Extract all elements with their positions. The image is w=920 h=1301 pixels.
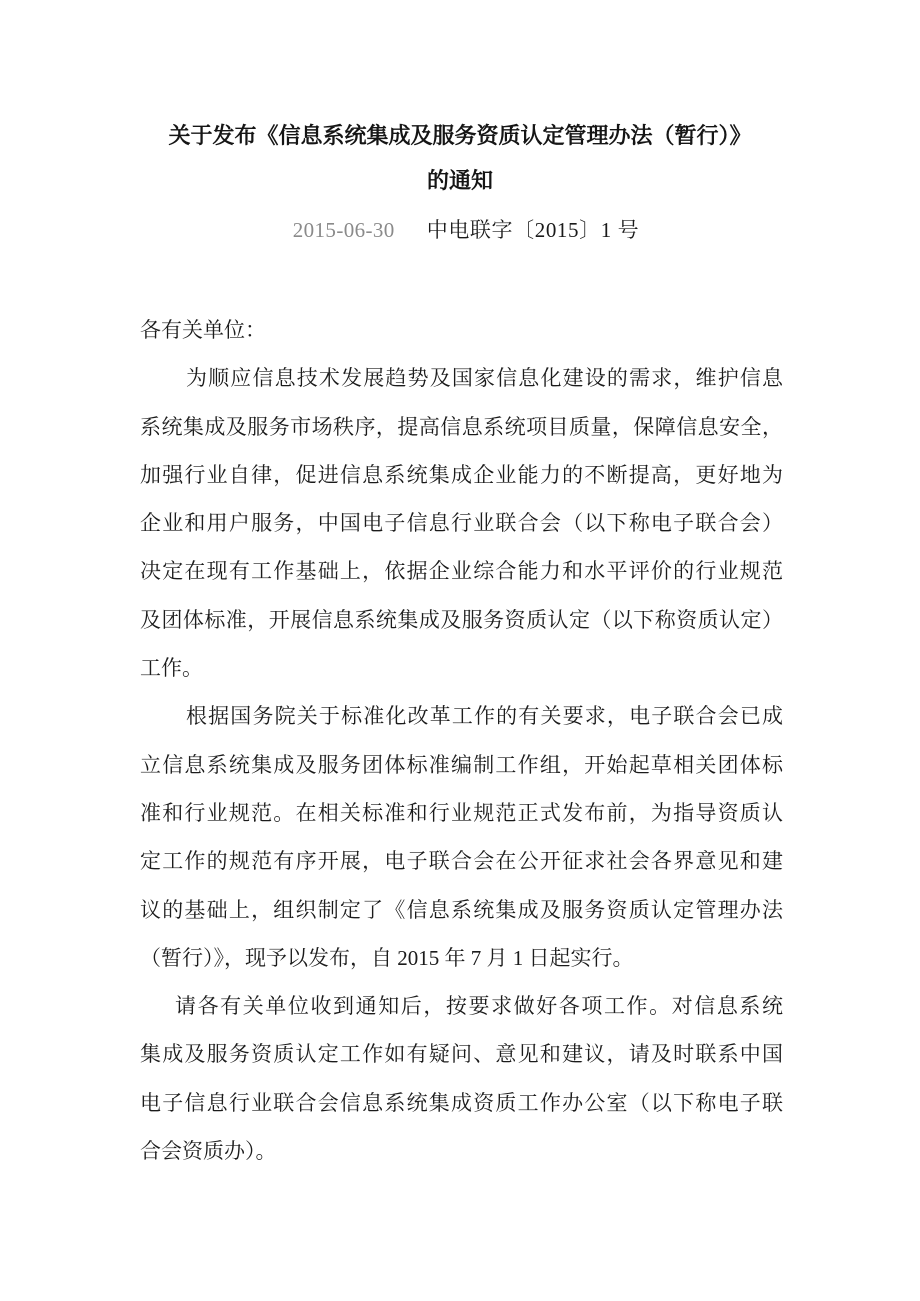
- body-text-line: （暂行）》，现予以发布，自 2015 年 7 月 1 日起实行。: [140, 945, 634, 970]
- body-text-line: 根据国务院关于标准化改革工作的有关要求，电子联合会已成: [186, 704, 783, 729]
- body-text-line: 为顺应信息技术发展趋势及国家信息化建设的需求，维护信息: [186, 366, 783, 391]
- body-text-line: 工作。: [140, 656, 203, 681]
- body-text-line: 请各有关单位收到通知后，按要求做好各项工作。对信息系统: [175, 994, 783, 1019]
- body-text-line: 各有关单位：: [140, 318, 266, 342]
- body-text-line: 电子信息行业联合会信息系统集成资质工作办公室（以下称电子联: [140, 1090, 783, 1115]
- body-text-line: 加强行业自律，促进信息系统集成企业能力的不断提高，更好地为: [140, 462, 783, 487]
- body-text-line: 立信息系统集成及服务团体标准编制工作组，开始起草相关团体标: [140, 752, 783, 777]
- body-text-line: 系统集成及服务市场秩序，提高信息系统项目质量，保障信息安全，: [140, 414, 783, 439]
- document-title-line1: 关于发布《信息系统集成及服务资质认定管理办法（暂行）》: [168, 123, 752, 148]
- document-number: 中电联字〔2015〕1 号: [426, 218, 640, 242]
- body-text-line: 企业和用户服务，中国电子信息行业联合会（以下称电子联合会）: [140, 511, 783, 536]
- date-docnumber-row: [0, 212, 920, 248]
- body-text-line: 准和行业规范。在相关标准和行业规范正式发布前，为指导资质认: [140, 800, 783, 825]
- body-text-line: 合会资质办）。: [140, 1139, 277, 1164]
- body-text-line: 定工作的规范有序开展，电子联合会在公开征求社会各界意见和建: [140, 849, 783, 874]
- publish-date: 2015-06-30: [292, 218, 395, 242]
- document-body: [140, 306, 783, 1175]
- body-text-line: 决定在现有工作基础上，依据企业综合能力和水平评价的行业规范: [140, 559, 783, 584]
- body-text-line: 集成及服务资质认定工作如有疑问、意见和建议，请及时联系中国: [140, 1042, 783, 1067]
- body-text-line: 议的基础上，组织制定了《信息系统集成及服务资质认定管理办法: [140, 897, 783, 922]
- body-text-line: 及团体标准，开展信息系统集成及服务资质认定（以下称资质认定）: [140, 607, 783, 632]
- document-title-line2: 的通知: [426, 168, 493, 193]
